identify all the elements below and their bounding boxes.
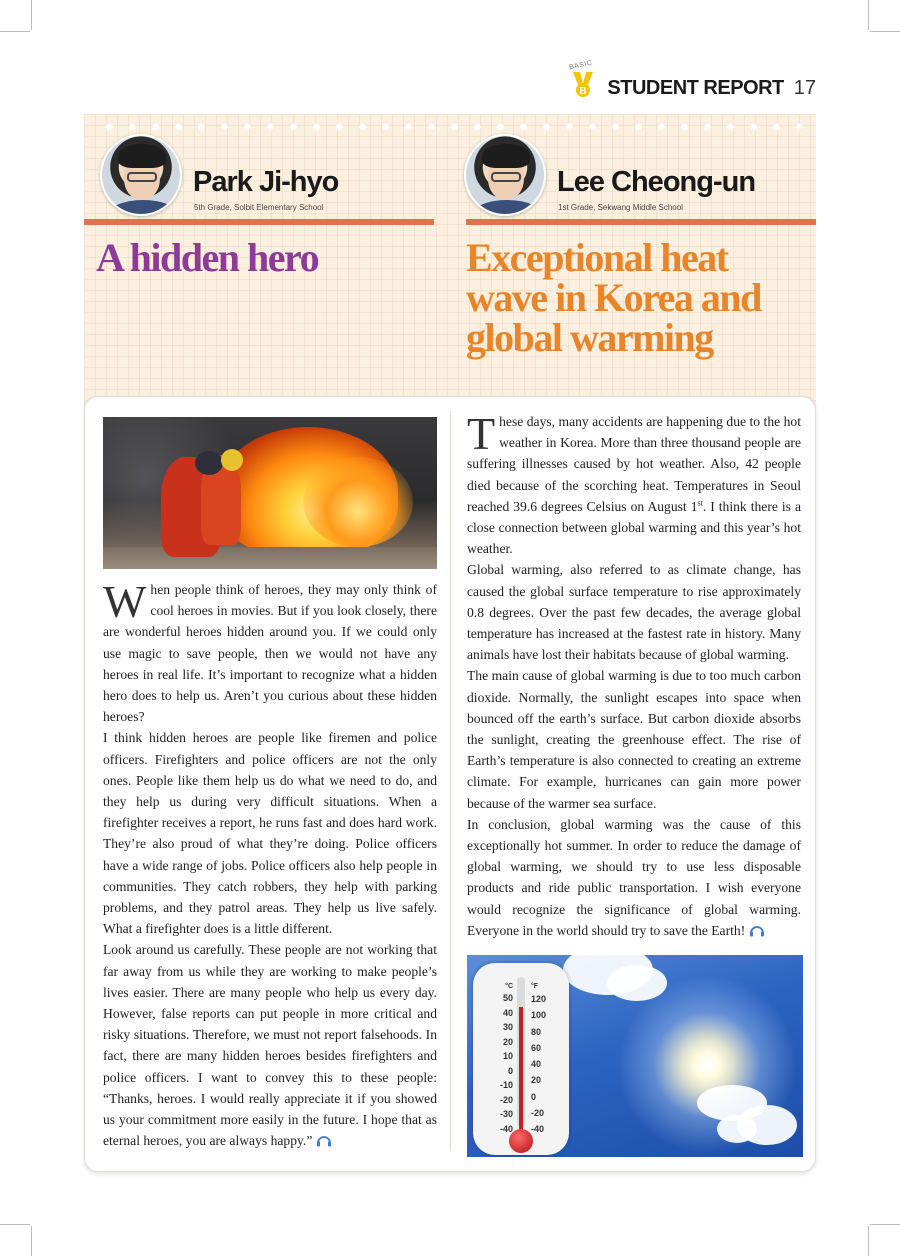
scale-tick-label: 0 [507,1065,513,1076]
paragraph: Global warming, also referred to as climate change, has caused the global surface temperature to rise approximately 0.8 degrees. Over the past few decades, the average global temperature has increased at the fastest rate in history. Many animals have lost their habitats because of global warming. [467,562,801,663]
article-headline: A hidden hero [96,235,319,280]
crop-mark [0,31,30,32]
paragraph: These days, many accidents are happening due to the hot weather in Korea. More than three thousand people are suffering illnesses caused by hot weather. Also, 42 people died because of the scorching heat. Temperatures in Seoul reached 39.6 degrees Celsius on August 1st. I think there is a close connection between global warming and this year’s hot weather. [467,408,801,557]
scale-tick-label: 30 [502,1022,513,1032]
scale-tick-label: -30 [499,1109,513,1119]
author-school: 5th Grade, Solbit Elementary School [194,203,324,212]
column-divider [450,411,451,1151]
scale-tick-label: 20 [531,1075,542,1086]
scale-tick-label: 40 [502,1007,513,1018]
scale-tick-label: 50 [502,993,513,1003]
headline-panel [84,114,816,414]
scale-tick-label: -20 [499,1094,513,1105]
basic-badge-icon [567,59,601,102]
page-header [567,59,816,102]
article-body-1 [103,576,437,1151]
page-number: 17 [793,77,816,99]
scale-tick-label: 20 [502,1036,513,1047]
section-title: STUDENT REPORT [607,77,784,99]
crop-mark [868,0,869,30]
fahrenheit-scale [531,983,546,1138]
celsius-scale [487,983,513,1136]
paragraph: When people think of heroes, they may only think of cool heroes in movies. But if you look closely, there are wonderful heroes hidden around you. If we could only use magic to save people, then we would not have any heroes in real life. It’s important to recognize what a hidden hero does to help us. Aren’t you curious about these hidden heroes? [103,576,437,725]
paragraph: The main cause of global warming is due to too much carbon dioxide. Normally, the sunlight escapes into space when bounced off the earth’s surface. But carbon dioxide absorbs the sunlight, creating the greenhouse effect. The rise of Earth’s temperature is also connected to creating an extreme climate. For example, hurricanes can gain more power because of the warmer sea surface. [467,668,801,811]
scale-unit: °C [505,983,513,990]
perforation-dots [98,123,802,131]
divider-rule [466,219,816,225]
author-name: Lee Cheong-un [557,166,756,198]
crop-mark [31,1226,32,1256]
paragraph: Look around us carefully. These people are not working that far away from us while they are working to make people’s lives easier. There are many people who help us every day. However, false reports can put people in more critical and risky situations. Therefore, we must not report falsehoods. In fact, there are many hidden heroes besides firefighters and police officers. I want to convey this to these people: “Thanks, heroes. I would really appreciate it if you showed us your commitment more easily in the future. I hope that as eternal heroes, you are always happy.” [103,942,437,1149]
crop-mark [870,31,900,32]
firefighter-photo [103,417,437,569]
avatar [464,134,546,216]
dropcap: T [467,408,496,459]
divider-rule [84,219,434,225]
scale-tick-label: -10 [499,1080,513,1090]
listen-icon[interactable] [749,923,765,937]
paragraph: In conclusion, global warming was the cause of this exceptionally hot summer. In order to reduce the damage of global warming, we should try to use less disposable products and ride public transportation. I wish everyone would recognize the significance of global warming. Everyone in the world should try to save the Earth! [467,816,801,938]
listen-icon[interactable] [316,1133,332,1147]
scale-tick-label: 60 [531,1042,542,1053]
badge-small-label: BASIC [568,59,594,72]
scale-tick-label: 120 [531,994,547,1004]
scale-tick-label: 0 [531,1091,537,1102]
scale-tick-label: 80 [531,1026,542,1037]
scale-tick-label: -20 [531,1108,545,1119]
article-headline: Exceptional heat wave in Korea and global warming [466,235,761,360]
scale-tick-label: 100 [531,1010,547,1021]
crop-mark [870,1224,900,1225]
heatwave-photo [467,955,803,1157]
v-badge-icon [572,70,594,98]
scale-tick-label: 40 [531,1059,542,1070]
scale-unit: °F [531,983,539,990]
scale-tick-label: -40 [531,1124,545,1135]
author-school: 1st Grade, Sekwang Middle School [558,203,683,212]
article-body-2 [467,408,801,941]
paragraph: I think hidden heroes are people like firemen and police officers. Firefighters and police officers are not the only ones. People like them help us do what we need to do, and they help us during very difficult situations. When a firefighter receives a report, he runs fast and does hard work. They’re also proud of what they’re doing. Police officers have a wide range of jobs. Police officers also help people in communities. They catch robbers, they help with parking problems, and they patrol areas. They help us live safely. What a firefighter does is a little different. [103,730,437,937]
scale-tick-label: -40 [499,1123,513,1134]
crop-mark [31,0,32,30]
avatar [100,134,182,216]
crop-mark [0,1224,30,1225]
article-card [84,396,816,1172]
crop-mark [868,1226,869,1256]
badge-letter: B [579,86,588,97]
dropcap: W [103,576,147,627]
scale-tick-label: 10 [502,1051,513,1061]
thermometer-icon [473,963,569,1155]
author-name: Park Ji-hyo [193,166,339,198]
